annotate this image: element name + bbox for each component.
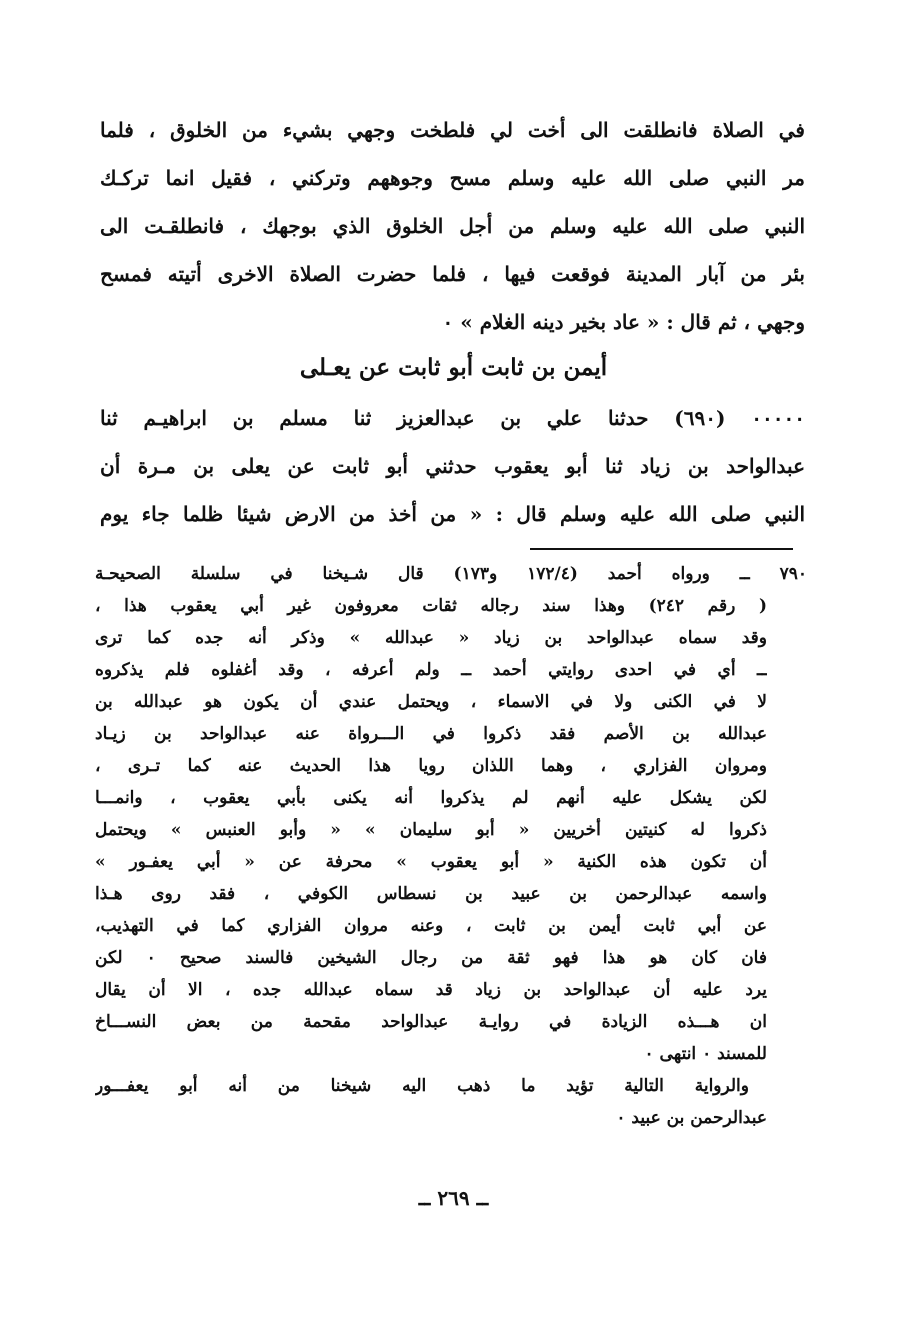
footnote-line: لا في الكنى ولا في الاسماء ، ويحتمل عندي أن يكون هو عبدالله بن [95, 692, 767, 712]
footnote-line: ومروان الفزاري ، وهما اللذان رويا هذا الحديث عنه كما تـرى ، [95, 756, 767, 776]
main-line: وجهي ، ثم قال : « عاد بخير دينه الغلام » ٠ [442, 310, 805, 334]
main-text-block [100, 106, 805, 346]
hadith-text-block [100, 394, 805, 538]
hadith-line: عبدالواحد بن زياد ثنا أبو يعقوب حدثني أبو ثابت عن يعلى بن مـرة أن [100, 454, 805, 478]
footnote-line: ان هـــذه الزيادة في روايـة عبدالواحد مقحمة من بعض النســـاخ [95, 1012, 767, 1032]
footnote-line: وقد سماه عبدالواحد بن زياد « عبدالله » وذكر أنه جده كما ترى [95, 628, 767, 648]
footnote-line: يرد عليه أن عبدالواحد بن زياد قد سماه عبدالله جده ، الا أن يقال [95, 980, 767, 1000]
footnote-line: والرواية التالية تؤيد ما ذهب اليه شيخنا من أنه أبو يعفـــور [95, 1076, 749, 1096]
main-line: مر النبي صلى الله عليه وسلم مسح وجوههم وتركني ، فقيل انما تركـك [100, 166, 805, 190]
section-heading: أيمن بن ثابت أبو ثابت عن يعـلى [299, 354, 608, 381]
footnote-line: عن أبي ثابت أيمن بن ثابت ، وعنه مروان الفزاري كما في التهذيب، [95, 916, 767, 936]
footnote-line: للمسند ٠ انتهى ٠ [644, 1044, 767, 1064]
footnote-block [95, 558, 807, 1134]
footnote-divider [530, 548, 793, 550]
footnote-line: عبدالرحمن بن عبيد ٠ [616, 1108, 767, 1128]
footnote-line: فان كان هو هذا فهو ثقة من رجال الشيخين فالسند صحيح ٠ لكن [95, 948, 767, 968]
footnote-line: أن تكون هذه الكنية « أبو يعقوب » محرفة عن « أبي يعفـور » [95, 852, 767, 872]
footnote-line: واسمه عبدالرحمن بن عبيد بن نسطاس الكوفي ، فقد روى هـذا [95, 884, 767, 904]
page-number: ــ ٢٦٩ ــ [418, 1186, 489, 1210]
footnote-line: لكن يشكل عليه أنهم لم يذكروا أنه يكنى بأبي يعقوب ، وانمـــا [95, 788, 767, 808]
footnote-line: ( رقم ٢٤٢) وهذا سند رجاله ثقات معروفون غير أبي يعقوب هذا ، [95, 596, 767, 616]
hadith-line: النبي صلى الله عليه وسلم قال : « من أخذ من الارض شيئا ظلما جاء يوم [100, 502, 805, 526]
footnote-line: ــ أي في احدى روايتي أحمد ــ ولم أعرفه ، وقد أغفلوه فلم يذكروه [95, 660, 767, 680]
main-line: في الصلاة فانطلقت الى أخت لي فلطخت وجهي بشيء من الخلوق ، فلما [100, 118, 805, 142]
main-line: النبي صلى الله عليه وسلم من أجل الخلوق الذي بوجهك ، فانطلقـت الى [100, 214, 805, 238]
main-line: بئر من آبار المدينة فوقعت فيها ، فلما حضرت الصلاة الاخرى أتيته فمسح [100, 262, 805, 286]
hadith-line: ٠٠٠٠٠ (٦٩٠) حدثنا علي بن عبدالعزيز ثنا مسلم بن ابراهيـم ثنا [100, 406, 805, 430]
footnote-line: عبدالله بن الأصم فقد ذكروا في الـــرواة عنه عبدالواحد بن زيـاد [95, 724, 767, 744]
footnote-line: ذكروا له كنيتين أخريين « أبو سليمان » « وأبو العنبس » ويحتمل [95, 820, 767, 840]
footnote-line: ٧٩٠ ــ ورواه أحمد (١٧٢/٤ و١٧٣) قال شـيخنا في سلسلة الصحيحـة [95, 564, 807, 584]
